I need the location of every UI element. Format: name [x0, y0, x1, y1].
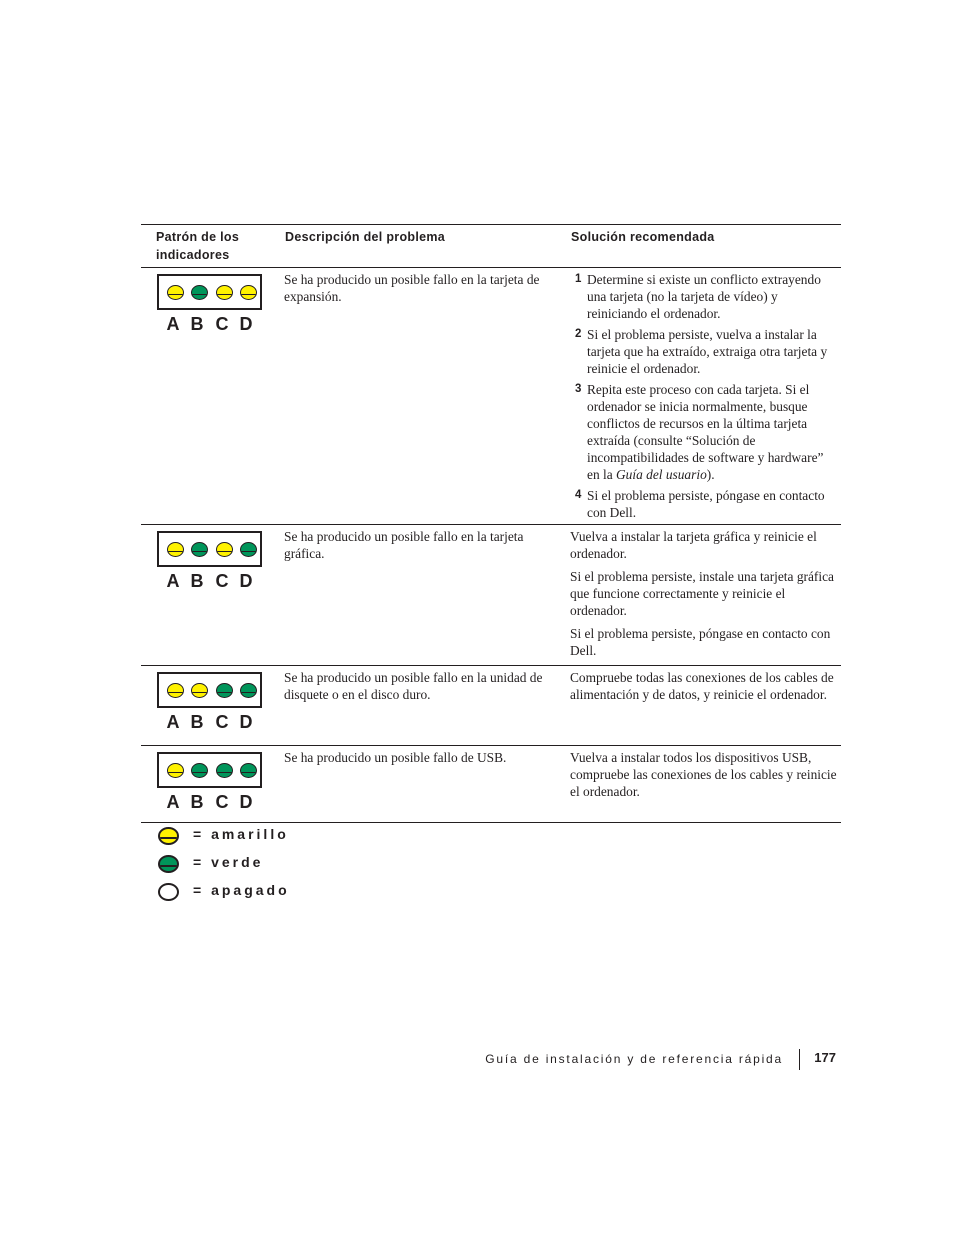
led-c-indicator — [216, 542, 233, 557]
led-letter-d: D — [239, 571, 253, 591]
header-description: Descripción del problema — [285, 230, 446, 244]
problem-description: Se ha producido un posible fallo en la tarjeta de expansión. — [284, 272, 540, 304]
led-d-indicator — [240, 285, 257, 300]
led-letters — [157, 792, 262, 814]
led-letter-c: C — [215, 571, 229, 591]
step-text: Si el problema persiste, vuelva a instalar la tarjeta que ha extraído, extraiga otra tarjeta y reinicie el ordenador. — [587, 327, 828, 376]
off-led-icon — [158, 883, 179, 901]
header-pattern: Patrón de los indicadores — [156, 230, 240, 262]
solution-step — [571, 271, 839, 322]
led-letters — [157, 712, 262, 734]
led-a-indicator — [167, 285, 184, 300]
led-a-indicator — [167, 763, 184, 778]
led-b-indicator — [191, 542, 208, 557]
footer-title: Guía de instalación y de referencia rápida — [485, 1052, 783, 1066]
led-pattern — [157, 752, 262, 788]
led-letter-b: B — [190, 792, 204, 812]
led-c-indicator — [216, 285, 233, 300]
led-letter-a: A — [166, 314, 180, 334]
led-pattern — [157, 531, 262, 567]
solution-text — [570, 749, 840, 806]
led-letter-d: D — [239, 792, 253, 812]
table-header — [141, 225, 841, 268]
led-letter-b: B — [190, 712, 204, 732]
led-a-indicator — [167, 683, 184, 698]
led-pattern — [157, 672, 262, 708]
problem-description: Se ha producido un posible fallo de USB. — [284, 750, 507, 765]
solution-text — [570, 528, 840, 665]
step-text: Repita este proceso con cada tarjeta. Si el ordenador se inicia normalmente, busque conflictos de recursos en la última tarjeta extraída (consulte “Solución de incompatibilidades de software y hardware” en la — [587, 382, 824, 482]
legend-label: = verde — [193, 854, 264, 870]
led-c-indicator — [216, 763, 233, 778]
led-letter-c: C — [215, 792, 229, 812]
legend-label: = apagado — [193, 882, 290, 898]
led-b-indicator — [191, 285, 208, 300]
step-text: Si el problema persiste, póngase en contacto con Dell. — [587, 488, 825, 520]
troubleshooting-table — [141, 224, 841, 823]
solution-paragraph: Vuelva a instalar todos los dispositivos USB, compruebe las conexiones de los cables y reinicie el ordenador. — [570, 750, 837, 799]
table-row — [141, 525, 841, 666]
led-letter-b: B — [190, 314, 204, 334]
solution-paragraph: Si el problema persiste, instale una tarjeta gráfica que funcione correctamente y reinicie el ordenador. — [570, 569, 834, 618]
led-letter-c: C — [215, 314, 229, 334]
table-row — [141, 746, 841, 823]
problem-description: Se ha producido un posible fallo en la tarjeta gráfica. — [284, 529, 524, 561]
led-letter-d: D — [239, 314, 253, 334]
led-letter-a: A — [166, 571, 180, 591]
led-pattern — [157, 274, 262, 310]
yellow-led-icon — [158, 827, 179, 845]
solution-step — [571, 326, 839, 377]
user-guide-reference: Guía del usuario — [616, 467, 707, 482]
step-text-end: ). — [706, 467, 715, 482]
solution-steps — [571, 271, 839, 525]
led-letters — [157, 571, 262, 593]
led-d-indicator — [240, 683, 257, 698]
solution-paragraph: Compruebe todas las conexiones de los cables de alimentación y de datos, y reinicie el ordenador. — [570, 670, 834, 702]
led-c-indicator — [216, 683, 233, 698]
problem-description: Se ha producido un posible fallo en la unidad de disquete o en el disco duro. — [284, 670, 543, 702]
footer-divider — [799, 1049, 800, 1070]
led-b-indicator — [191, 763, 208, 778]
step-number: 3 — [575, 383, 582, 395]
solution-step — [571, 381, 839, 483]
page-footer — [440, 1048, 840, 1072]
green-led-icon — [158, 855, 179, 873]
step-number: 4 — [575, 489, 582, 501]
page-number: 177 — [814, 1050, 836, 1065]
solution-step — [571, 487, 839, 521]
table-row — [141, 666, 841, 746]
solution-paragraph: Si el problema persiste, póngase en contacto con Dell. — [570, 626, 831, 658]
led-letter-d: D — [239, 712, 253, 732]
led-letters — [157, 314, 262, 336]
table-row — [141, 268, 841, 525]
step-number: 1 — [575, 273, 582, 285]
legend-label: = amarillo — [193, 826, 289, 842]
led-letter-a: A — [166, 792, 180, 812]
header-solution: Solución recomendada — [571, 230, 715, 244]
step-text: Determine si existe un conflicto extrayendo una tarjeta (no la tarjeta de vídeo) y reiniciando el ordenador. — [587, 272, 821, 321]
led-a-indicator — [167, 542, 184, 557]
led-letter-c: C — [215, 712, 229, 732]
led-letter-a: A — [166, 712, 180, 732]
led-d-indicator — [240, 542, 257, 557]
step-number: 2 — [575, 328, 582, 340]
led-d-indicator — [240, 763, 257, 778]
led-b-indicator — [191, 683, 208, 698]
solution-text — [570, 669, 840, 709]
led-letter-b: B — [190, 571, 204, 591]
solution-paragraph: Vuelva a instalar la tarjeta gráfica y reinicie el ordenador. — [570, 529, 817, 561]
